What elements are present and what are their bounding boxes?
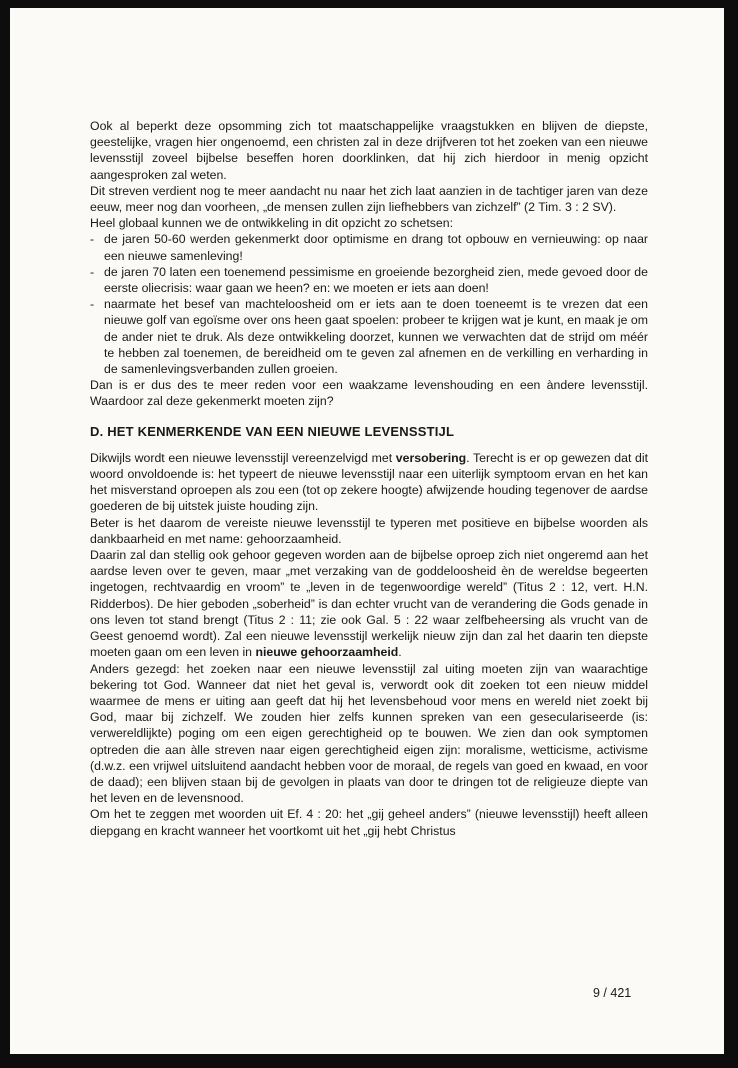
list-item: - naarmate het besef van machteloosheid om er iets aan te doen toeneemt is te vrezen dat een nieuwe golf van egoïsme over ons heen gaat spoelen: probeer te krijgen wat je kunt, en maak je om de ander niet te druk. Als deze ontwikkeling doorzet, kunnen we verwachten dat de strijd om méér te hebben zal toenemen, de bereidheid om te geven zal afnemen en de verkilling en verharding in de samenlevingsverbanden zullen groeien.: [90, 296, 648, 377]
scan-border-top: [0, 0, 738, 8]
page-number: 9 / 421: [593, 986, 632, 1000]
scan-border-right: [724, 0, 738, 1068]
emphasis-nieuwe-gehoorzaamheid: nieuwe gehoorzaamheid: [255, 645, 399, 660]
scan-border-left: [0, 0, 10, 1068]
paragraph: [90, 450, 648, 515]
paragraph: Anders gezegd: het zoeken naar een nieuwe levensstijl zal uiting moeten zijn van waarachtige bekering tot God. Wanneer dat niet het geval is, verwordt ook dit zoeken tot een nieuw middel waarmee de mens er uiting aan geeft dat hij het levensbehoud voor mens en wereld niet zoekt bij God, maar bij zichzelf. We zouden hier zelfs kunnen spreken van een geseculariseerde (is: verwereldlijkte) poging om een eigen gerechtigheid op te bouwen. We zien dan ook symptomen optreden die aan àlle streven naar eigen gerechtigheid eigen zijn: moralisme, wetticisme, activisme (d.w.z. een vrijwel uitsluitend aandacht hebben voor de moraal, de regels van goed en kwaad, en voor de daad); een blijven staan bij de gevolgen in plaats van door te dringen tot de religieuze diepte van het leven en de levensnood.: [90, 661, 648, 806]
text-run: . Terecht is er op gewezen dat dit woord onvoldoende is: het typeert de nieuwe levensstijl naar een uiterlijk symptoom ervan en het kan het misverstand oproepen als zou een (tot op zekere hoogte) afwijzende houding tegenover de aardse goederen de bij uitstek juiste houding zijn.: [90, 450, 649, 514]
paragraph: [90, 547, 648, 660]
paragraph: Dit streven verdient nog te meer aandacht nu naar het zich laat aanzien in de tachtiger jaren van deze eeuw, meer nog dan voorheen, „de mensen zullen zijn liefhebbers van zichzelf” (2 Tim. 3 : 2 SV).: [90, 183, 648, 215]
paragraph: Om het te zeggen met woorden uit Ef. 4 : 20: het „gij geheel anders” (nieuwe levensstijl) heeft alleen diepgang en kracht wanneer het voortkomt uit het „gij hebt Christus: [90, 807, 648, 838]
section-heading: D. HET KENMERKENDE VAN EEN NIEUWE LEVENSSTIJL: [90, 423, 455, 439]
development-list: [90, 231, 648, 377]
document-page: [10, 8, 724, 1054]
paragraph: Heel globaal kunnen we de ontwikkeling in dit opzicht zo schetsen:: [90, 216, 453, 231]
list-item: - de jaren 70 laten een toenemend pessimisme en groeiende bezorgheid zien, mede gevoed door de eerste oliecrisis: waar gaan we heen? en: we moeten er iets aan doen!: [90, 264, 648, 296]
emphasis-versobering: versobering: [395, 450, 467, 465]
list-item: - de jaren 50-60 werden gekenmerkt door optimisme en drang tot opbouw en vernieuwing: op naar een nieuwe samenleving!: [90, 231, 648, 263]
scan-border-bottom: [0, 1054, 738, 1068]
text-run: .: [398, 645, 402, 660]
paragraph: Dan is er dus des te meer reden voor een waakzame levenshouding en een àndere levensstijl. Waardoor zal deze gekenmerkt moeten zijn?: [90, 378, 648, 409]
paragraph: Beter is het daarom de vereiste nieuwe levensstijl te typeren met positieve en bijbelse woorden als dankbaarheid en met name: gehoorzaamheid.: [90, 515, 648, 546]
paragraph: Ook al beperkt deze opsomming zich tot maatschappelijke vraagstukken en blijven de diepste, geestelijke, vragen hier ongenoemd, een christen zal in deze drijfveren tot het zoeken van een nieuwe levensstijl zoveel bijbelse beseffen horen doorklinken, dat hij zich hierdoor in menig opzicht aangesproken zal weten.: [90, 119, 648, 182]
text-run: Daarin zal dan stellig ook gehoor gegeven worden aan de bijbelse oproep zich niet ongeremd aan het aardse leven over te geven, maar „met verzaking van de goddeloosheid èn de wereldse begeerten ingetogen, rechtvaardig en vroom” te „leven in de tegenwoordige wereld” (Titus 2 : 12, vert. H.N. Ridderbos). De hier geboden „soberheid” is dan echter vrucht van de verandering die Gods genade in ons leven tot stand brengt (Titus 2 : 11; zie ook Gal. 5 : 22 waar zelfbeheersing als vrucht van de Geest genoemd wordt). Zal een nieuwe levensstijl werkelijk nieuw zijn dan zal het daarin ten diepste moeten gaan om een leven in: [90, 548, 648, 660]
page-body: [90, 118, 648, 839]
text-run: Dikwijls wordt een nieuwe levensstijl vereenzelvigd met: [90, 450, 396, 465]
